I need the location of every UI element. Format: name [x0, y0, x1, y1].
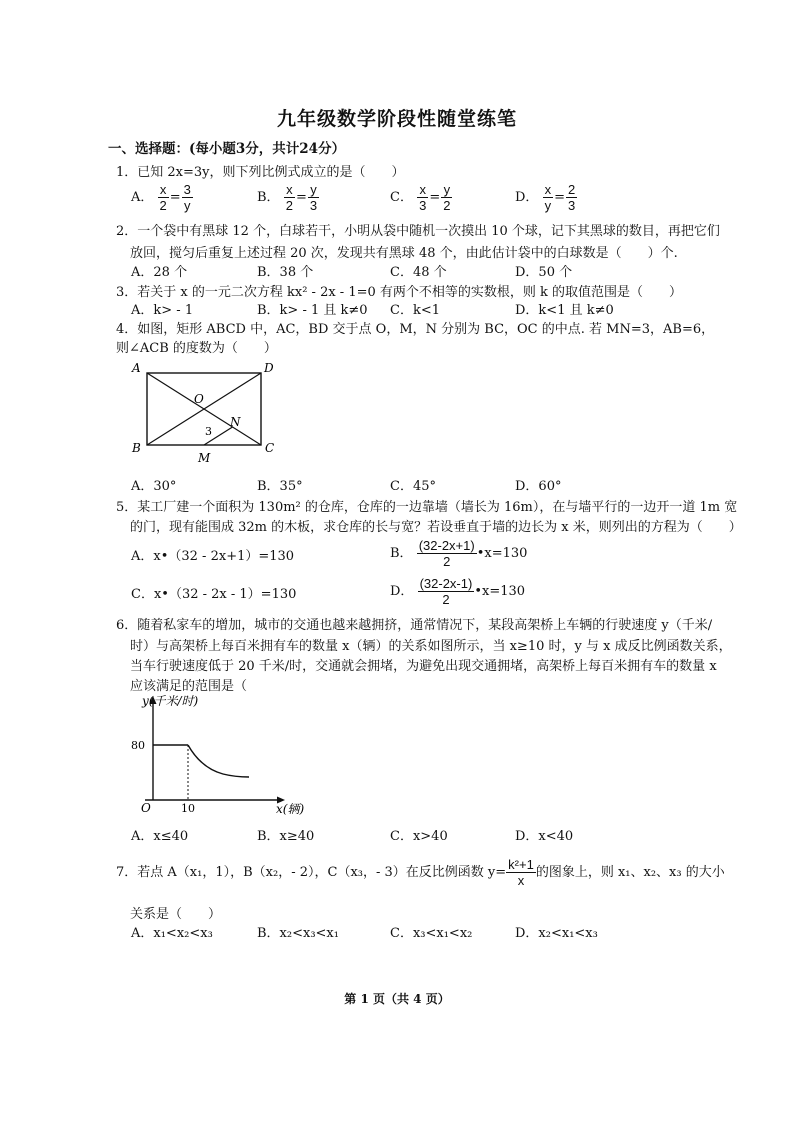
q2-option-c: C．48 个 [390, 265, 447, 280]
q4-line2: 则∠ACB 的度数为（ ） [116, 341, 277, 356]
tick-80: 80 [131, 739, 145, 752]
label-c: C [265, 441, 275, 455]
q4-line1: 4．如图，矩形 ABCD 中，AC，BD 交于点 O，M，N 分别为 BC，OC 的中点. 若 MN=3，AB=6， [116, 322, 715, 337]
q5-option-b: B． $\frac{(32-2x+1)}{2}$ •x=130 [390, 538, 528, 569]
label-n: N [230, 415, 241, 429]
graph-y-label: y(千米/时) [142, 694, 199, 708]
q6-line2: 时）与高架桥上每百米拥有车的数量 x（辆）的关系如图所示，当 x≥10 时，y 与 x 成反比例函数关系， [130, 639, 732, 654]
q3-stem: 3．若关于 x 的一元二次方程 kx² - 2x - 1=0 有两个不相等的实数根，则 k 的取值范围是（ ） [116, 285, 683, 300]
q2-line2: 放回，搅匀后重复上述过程 20 次，发现共有黑球 48 个，由此估计袋中的白球数是（ ）个. [130, 246, 678, 261]
q2-option-d: D．50 个 [515, 265, 573, 280]
label-d: D [264, 361, 274, 375]
q3-option-a: A．k> - 1 [131, 303, 194, 318]
q4-option-c: C．45° [390, 479, 436, 494]
label-a: A [132, 361, 141, 375]
q1-option-b: B． $\frac{x}{2}$ = $\frac{y}{3}$ [257, 182, 318, 213]
q6-option-a: A．x≤40 [131, 829, 189, 844]
q5-option-d: D． $\frac{(32-2x-1)}{2}$ •x=130 [390, 576, 526, 607]
q1-option-a: A． $\frac{x}{2}$ = $\frac{3}{y}$ [131, 182, 191, 213]
q6-option-b: B．x≥40 [257, 829, 315, 844]
q6-option-d: D．x<40 [515, 829, 574, 844]
q7-option-a: A．x₁<x₂<x₃ [131, 926, 213, 941]
page-title: 九年级数学阶段性随堂练笔 [276, 108, 517, 130]
q7-option-d: D．x₂<x₁<x₃ [515, 926, 598, 941]
q3-option-d: D．k<1 且 k≠0 [515, 303, 614, 318]
q6-line3: 当车行驶速度低于 20 千米/时，交通就会拥堵，为避免出现交通拥堵，高架桥上每百米拥有车的数量 x [130, 659, 717, 674]
q4-option-b: B．35° [257, 479, 303, 494]
section-heading: 一、选择题：(每小题3分，共计24分） [108, 141, 346, 157]
rectangle-figure [128, 360, 278, 465]
tick-10: 10 [181, 802, 195, 815]
q7-option-b: B．x₂<x₃<x₁ [257, 926, 339, 941]
q3-option-c: C．k<1 [390, 303, 440, 318]
label-b: B [132, 441, 141, 455]
q2-option-a: A．28 个 [131, 265, 188, 280]
q6-line4: 应该满足的范围是（ [130, 679, 248, 694]
q7-line2: 关系是（ ） [130, 907, 222, 922]
q1-stem: 1．已知 2x=3y，则下列比例式成立的是（ ） [116, 165, 405, 180]
label-length-3: 3 [205, 425, 212, 438]
speed-graph [125, 690, 325, 818]
q1-option-c: C． $\frac{x}{3}$ = $\frac{y}{2}$ [390, 182, 451, 213]
graph-origin: O [141, 801, 151, 815]
inverse-curve [188, 745, 249, 777]
q2-option-b: B．38 个 [257, 265, 314, 280]
q7-option-c: C．x₃<x₁<x₂ [390, 926, 473, 941]
page-footer: 第 1 页（共 4 页） [344, 992, 450, 1006]
q4-option-a: A．30° [131, 479, 177, 494]
q4-option-d: D．60° [515, 479, 562, 494]
q6-line1: 6．随着私家车的增加，城市的交通也越来越拥挤，通常情况下，某段高架桥上车辆的行驶速度 y（千米/ [116, 618, 713, 633]
q5-option-c: C．x•（32 - 2x - 1）=130 [131, 587, 297, 602]
q3-option-b: B．k> - 1 且 k≠0 [257, 303, 368, 318]
graph-x-label: x(辆) [276, 802, 305, 816]
q5-option-a: A．x•（32 - 2x+1）=130 [131, 549, 295, 564]
q1-option-d: D． $\frac{x}{y}$ = $\frac{2}{3}$ [515, 182, 576, 213]
q7-stem: 7．若点 A（x₁，1），B（x₂，- 2），C（x₃，- 3）在反比例函数 y= $\frac{\text{k²+1}}{x}$ 的图象上，则 x₁、x₂、x₃ 的大小 [116, 857, 725, 888]
q6-option-c: C．x>40 [390, 829, 448, 844]
q5-line1: 5．某工厂建一个面积为 130m² 的仓库，仓库的一边靠墙（墙长为 16m），在与墙平行的一边开一道 1m 宽 [116, 500, 738, 515]
label-m: M [198, 451, 211, 465]
q2-line1: 2．一个袋中有黑球 12 个，白球若干，小明从袋中随机一次摸出 10 个球，记下其黑球的数目，再把它们 [116, 224, 720, 239]
label-o: O [194, 392, 204, 406]
q5-line2: 的门，现有能围成 32m 的木板，求仓库的长与宽？若设垂直于墙的边长为 x 米，则列出的方程为（ ） [130, 520, 742, 535]
